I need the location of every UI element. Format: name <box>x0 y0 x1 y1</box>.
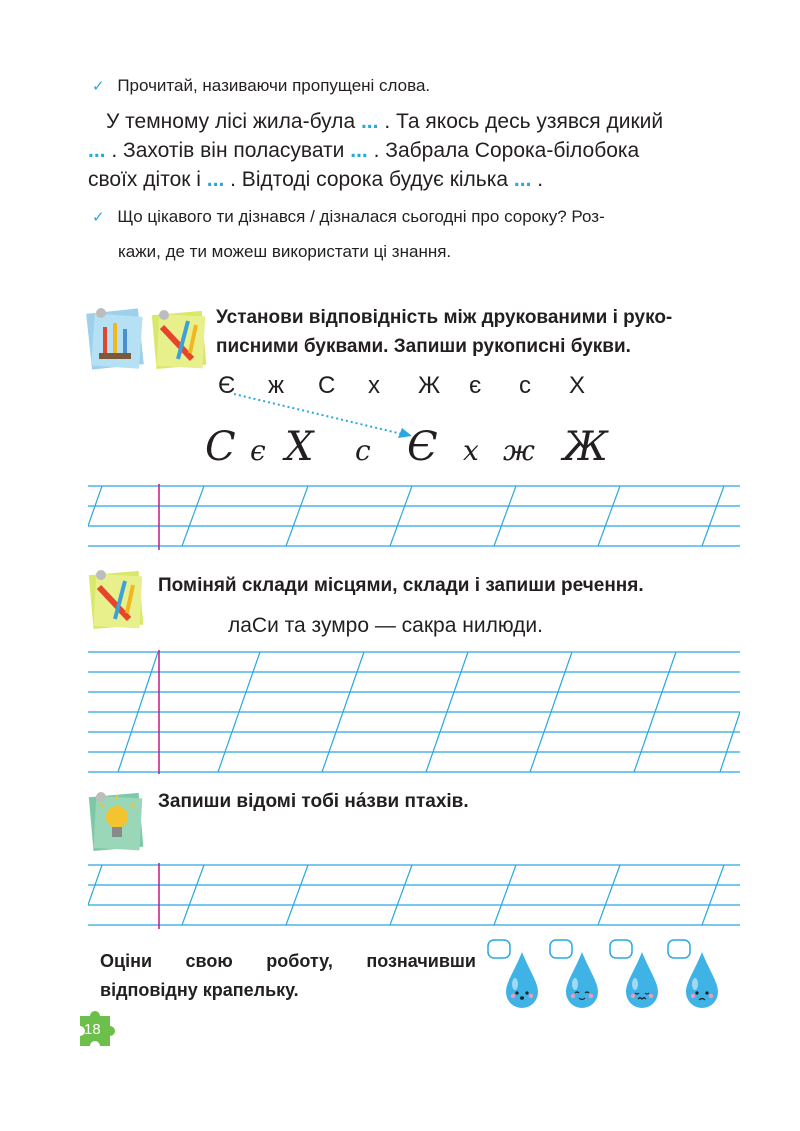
story-line-2: ... . Захотів він поласувати ... . Забрала Сорока-білобока <box>88 139 640 162</box>
question-line-1: ✓ Що цікавого ти дізнався / дізналася сьогодні про сороку? Роз- <box>92 207 605 226</box>
puzzle-piece-icon <box>72 1010 118 1050</box>
rating-checkbox[interactable] <box>550 940 572 958</box>
printed-letter[interactable]: ж <box>268 372 285 399</box>
handwritten-letter[interactable]: С <box>205 424 236 470</box>
task1-title: Установи відповідність між друкованими і руко- писними буквами. Запиши рукописні букви. <box>216 307 673 357</box>
printed-letter[interactable]: Х <box>569 372 586 399</box>
story-text <box>88 107 738 194</box>
writing-lines-3[interactable] <box>88 863 740 929</box>
rating-instruction-line2: відповідну крапельку. <box>100 980 299 1000</box>
pencil-sticker-icon <box>85 563 147 638</box>
story-line-3: своїх діток і ... . Відтоді сорока будує кілька ... . <box>88 168 544 191</box>
rating-checkbox[interactable] <box>488 940 510 958</box>
printed-letter[interactable]: Є <box>218 372 236 399</box>
checkmark-icon: ✓ <box>92 209 105 226</box>
water-drop-icon[interactable] <box>550 940 598 1008</box>
rating-checkbox[interactable] <box>610 940 632 958</box>
pencil-sticker-icon <box>148 303 210 378</box>
question-line-2: кажи, де ти можеш використати ці знання. <box>118 242 452 261</box>
writing-lines-1[interactable] <box>88 484 740 550</box>
rating-checkbox[interactable] <box>668 940 690 958</box>
rating-drops <box>484 938 734 1015</box>
checkmark-icon: ✓ <box>92 78 105 95</box>
page-number: 18 <box>84 1021 101 1038</box>
handwritten-letter[interactable]: Ж <box>563 424 608 470</box>
handwritten-letter[interactable]: ж <box>503 434 535 467</box>
water-drop-icon[interactable] <box>488 940 538 1008</box>
handwritten-letter[interactable]: Х <box>285 424 314 470</box>
handwritten-letter[interactable]: с <box>355 434 371 467</box>
lightbulb-sticker-icon <box>85 785 147 860</box>
question <box>92 202 742 267</box>
paint-brushes-sticker-icon <box>85 303 147 378</box>
rating-instruction-line1: Оціни свою роботу, позначивши <box>100 951 476 971</box>
water-drop-icon[interactable] <box>668 940 718 1008</box>
printed-letter[interactable]: с <box>519 372 531 399</box>
writing-lines-2[interactable] <box>88 650 740 774</box>
handwritten-letter[interactable]: є <box>250 434 266 467</box>
water-drop-icon[interactable] <box>610 940 658 1008</box>
read-instruction: ✓ Прочитай, називаючи пропущені слова. <box>92 76 431 95</box>
task3-title: Запиши відомі тобі на́зви птахів. <box>158 791 469 812</box>
printed-letter[interactable]: С <box>318 372 336 399</box>
scrambled-sentence: лаСи та зумро — сакра нилюди. <box>228 614 543 637</box>
handwritten-letter[interactable]: х <box>463 434 479 467</box>
handwritten-letter[interactable]: Є <box>407 424 438 470</box>
task2-title: Поміняй склади місцями, склади і запиши речення. <box>158 575 644 596</box>
printed-letter[interactable]: Ж <box>418 372 441 399</box>
printed-letter[interactable]: х <box>368 372 380 399</box>
story-line-1: У темному лісі жила-була ... . Та якось десь узявся дикий <box>106 110 664 133</box>
printed-letter[interactable]: є <box>469 372 482 399</box>
